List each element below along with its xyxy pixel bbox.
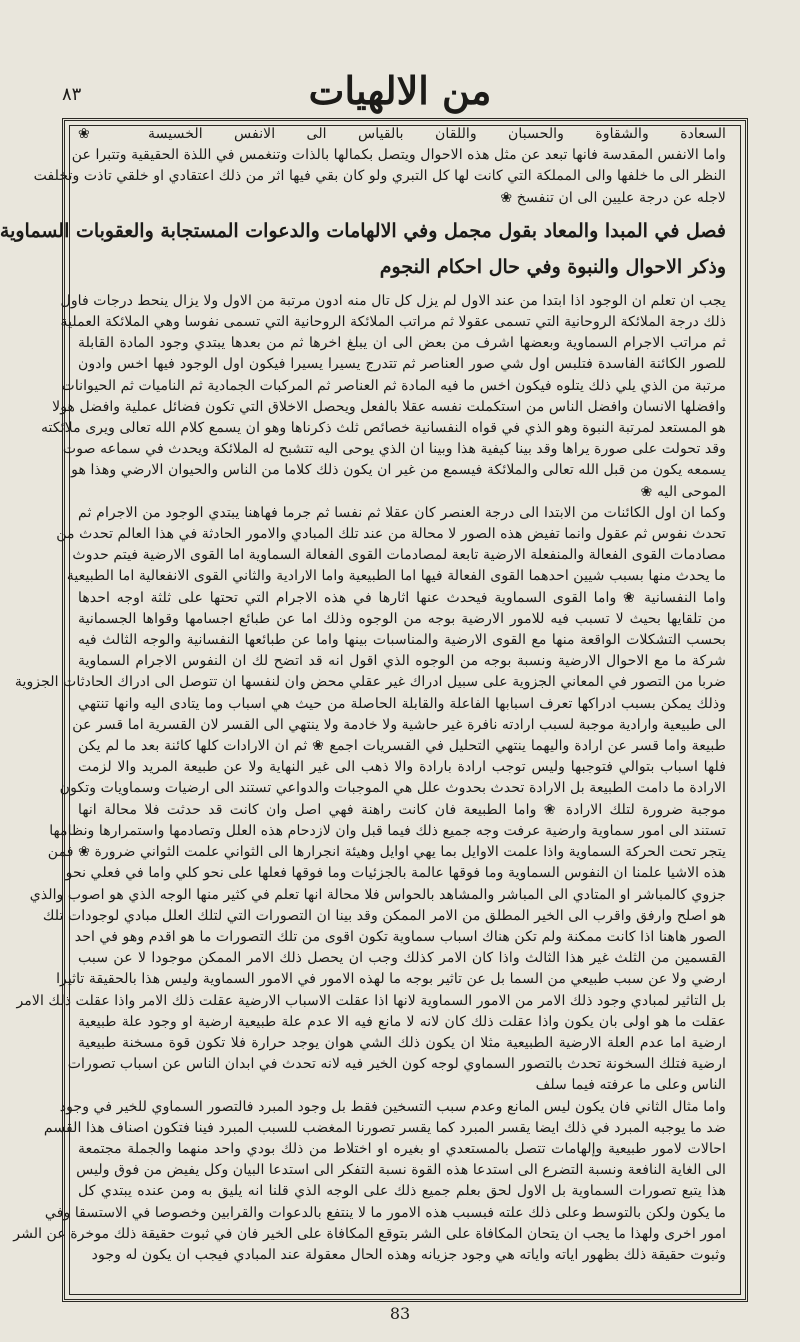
text-line: وافضلها الانسان وافضل الناس من استكملت نفسه عقلا بالفعل ويحصل الاخلاق التي تكون فضائل عملية وافضل هولا (52, 398, 726, 415)
text-line: الصور هاهنا اذا كانت ممكنة ولم تكن هناك اسباب سماوية تكون اقوى من تلك التصورات ما هو اقدم وهو في احد (74, 928, 726, 945)
text-line: ما يحدث منها بسبب شيين احدهما القوى الفعالة فيها اما الطبيعية واما الارادية والثاني القوى الانفعالية اما الطبيعية (66, 568, 726, 585)
page-number-bottom: 83 (389, 1304, 411, 1323)
text-line: واما مثال الثاني فان يكون ليس المانع وعدم سبب التسخين فقط بل وجود المبرد فالتصور السماوي للخير في وجود (59, 1098, 726, 1115)
text-line: السعادة والشقاوة والحسبان واللقان بالقياس الى الانفس الخسيسة ❀ (78, 126, 726, 142)
text-line: تستند الى امور سماوية وارضية عرفت وجه جميع ذلك فيما قبل وان لازدحام هذه العلل وتصادمها واستمرارها ونظامها (49, 822, 726, 839)
text-line: وثبوت حقيقة ذلك بظهور اياته واياته هي وجود جزيانه وهذه الحال معقولة عند المبادي فيجب ان يكون له وجود (91, 1246, 726, 1263)
text-line: احالات لامور طبيعية وإلهامات تتصل بالمستعدي او بغيره او اختلاط من ذلك بودي واحد منهما والجملة مجتمعة (78, 1140, 726, 1157)
text-line: وذلك يمكن بسبب ادراكها تعرف اسبابها الفاعلة والقابلة الحاصلة من حيث هي اسباب وما يتادى اليه وانها تنتهي (78, 695, 726, 712)
running-header-title: من الالهيات (308, 68, 492, 113)
paragraph-2 (14, 503, 726, 1097)
text-line: النظر الى ما خلفها والى المملكة التي كانت لها كل التبري ولو كان بقي فيها اثر من ذلك اعتقادي او خلقي تاذت وتخلفت (33, 168, 726, 185)
text-line: ثم مراتب الاجرام السماوية وبعضها اشرف من بعض الى ان يبلغ اخرها ثم من بعدها يبتدي وجود المادة القابلة (78, 335, 726, 352)
text-line: ارضية فتلك السخونة تحدث بالتصور السماوي لوجه كون الخير فيه لانه تحدث في ابدان الناس عن اسباب تصورات (67, 1056, 726, 1073)
text-line: فلها اسباب بتوالي فتوجبها وليس توجب ارادة بارادة والا ذهب الى غير النهاية ولا عن طبيعة المريد والا لزمت (78, 759, 726, 776)
text-line: القسمين من الثلث غير هذا الثالث واذا كان الامر كذلك وجب ان يحصل ذلك الامر الممكن موجودا لا عن سبب (78, 950, 726, 967)
text-line: من تلقايها بحيث لا تسبب فيه للامور الارضية بوجه من الوجوه وذلك اما عن طبائع اجسامها وقواها الجسمانية (78, 610, 726, 627)
text-line: موجبة ضرورة لتلك الارادة ❀ واما الطبيعة فان كانت راهنة فهي اصل وان كانت قد حدثت فلا محالة انها (78, 801, 726, 818)
text-line: مصادمات القوى الفعالة والمنفعلة الارضية تابعة لمصادمات القوى الفعالة السماوية اما القوى الارضية فيتم حدوث (72, 547, 726, 564)
text-line: جزوي كالمباشر او المتادي الى المباشر والمشاهد بالحواس فلا محالة انها تعلم في كثير منها الوجه الذي هو اصوب والذي (29, 886, 726, 903)
text-line: عقلت ما هو اولى بان يكون واذا عقلت ذلك كان لانه لا مانع فيه الا عدم علة طبيعية ارضية او وجود علة طبيعية (78, 1013, 726, 1030)
text-line: الموحى اليه ❀ (640, 483, 726, 500)
text-line: الى طبيعية وارادية موجبة لسبب ارادته نافرة غير حاشية ولا خادمة ولا ينتهي الى القسر لان القسرية اما قسر عن (72, 716, 726, 733)
text-line: للصور الكائنة الفاسدة فتلبس اول شي صور العناصر ثم تتدرج يسيرا يسيرا فيكون اول الوجود فيها اخس وادون (78, 356, 726, 373)
text-line: وقد تحولت على صورة يراها وقد بينا كيفية هذا وبينا ان الذي يوحى اليه تتشبح له الملائكة ويحدث في سماعه صوت (62, 441, 726, 458)
text-line: واما الانفس المقدسة فانها تبعد عن مثل هذه الاحوال ويتصل بكمالها بالذات وتنغمس في اللذة الحقيقية وتتبرا عن (71, 147, 726, 164)
text-line: ارضية اما عدم العلة الارضية الطبيعية مثلا ان يكون ذلك الشي هوان يوجد حرارة فلا تكون قوة مسخنة طبيعية (78, 1034, 726, 1051)
text-line: بل التاثير لمبادي وجود ذلك الامر من الامور السماوية لانها اذا عقلت الاسباب الارضية عقلت ذلك الامر واذا عقلت ذلك الامر (16, 992, 726, 1009)
text-line: يسمعه يكون من قبل الله تعالى والملائكة فيسمع من غير ان يكون ذلك كلاما من الناس والحيوان الارضي وهذا هو (71, 462, 726, 479)
text-line: وكما ان اول الكائنات من الابتدا الى درجة العنصر كان عقلا ثم نفسا ثم جرما فهاهنا يبتدي الوجود من الاجرام ثم (78, 504, 726, 521)
text-line: ما يكون ولكن بالتوسط وعلى ذلك علته فبسبب هذه الامور ما لا ينتفع بالدعوات والقرابين وخصوصا في الاستسقا وفي (44, 1204, 726, 1221)
text-line: هو المستعد لمرتبة النبوة وهو الذي في قواه النفسانية خصائص ثلث ذكرناها وهو ان يسمع كلام الله تعالى ويرى ملائكته (40, 420, 726, 437)
text-line: طبيعة واما قسر عن ارادة واليهما ينتهي التحليل في القسريات اجمع ❀ ثم ان الارادات كلها كائنة بعد ما لم يكن (78, 738, 726, 755)
text-line: الناس وعلى ما عرفته فيما سلف (535, 1077, 726, 1094)
text-line: مرتبة من الذي يلي ذلك يتلوه فيكون اخس ما فيه المادة ثم العناصر ثم المركبات الجمادية ثم الناميات ثم الحيوانات (61, 377, 726, 394)
text-line: يتجر تحت الحركة السماوية واذا علمت الاوايل بما يهي اوايل وهيئة انجرارها الى الثواني علمت الثواني ضرورة ❀ فمن (47, 844, 726, 861)
text-line: الارادة ما دامت الطبيعة بل الارادة تحدث بحدوث علل هي الموجبات والدواعي تستند الى ارضيات وسماويات وتكون (59, 780, 726, 797)
text-line: واما النفسانية ❀ واما القوى السماوية فيحدث عنها اثارها في هذه الاجرام التي تحتها على ثلثة اوجه احدها (78, 589, 726, 606)
paragraph-1 (40, 291, 726, 503)
text-line: الى الغاية النافعة ونسبة التضرع الى استدعا هذه القوة نسبة التفكر الى استدعا البيان وكل يفيض من فوق وليس (76, 1162, 726, 1179)
text-line: ضربا من التصور في المعاني الجزوية على سبيل ادراك غير عقلي محض وان لنفسها ان تتوصل الى ادراك الحادثات الجزوية (14, 674, 726, 691)
text-line: تحدث نفوس ثم عقول وانما تفيض هذه الصور لا محالة من عند تلك المبادي والامور الحادثة في هذا العالم تحدث من (56, 526, 726, 543)
text-line: امور اخرى ولهذا ما يجب ان يتحان المكافاة على الشر بتوقع المكافاة على الخير فان في ثبوت حقيقة ذلك موخرة عن الشر (13, 1225, 726, 1242)
text-line: هو اصلح وارفق واقرب الى الخير المطلق من الامر الممكن وقد بينا ان التصورات التي لتلك العلل مبادي لوجودات تلك (42, 907, 726, 924)
page-number-top: ٨٣ (62, 84, 82, 105)
text-line: ذلك درجة الملائكة الروحانية التي تسمى عقولا ثم مراتب الملائكة الروحانية التي تسمى نفوسا وهي الملائكة العملية (60, 314, 726, 331)
text-line: هذه الاشيا علمنا ان النفوس السماوية وما فوقها عالمة بالجزئيات وما فوقها فعلها على نحو كلي واما في فعلي نحو (65, 865, 726, 882)
text-line: يجب ان تعلم ان الوجود اذا ابتدا من عند الاول لم يزل كل تال منه ادون مرتبة من الاول ولا يزال ينحط درجات فاول (60, 292, 726, 309)
text-line: بحسب التشكلات الواقعة منها مع القوى الارضية والمناسبات بينها واما عن طبائعها النفسانية والوجه الثالث فيه (78, 632, 726, 649)
text-body (0, 124, 726, 1266)
text-line: هذا يتبع تصورات السماوية بل الاول لحق بعلم جميع ذلك على الوجه الذي قلنا انه يليق به ومن عنده يبتدي كل (78, 1183, 726, 1200)
section-subheading: وذكر الاحوال والنبوة وفي حال احكام النجوم (379, 255, 726, 278)
paragraph-3 (13, 1097, 726, 1267)
intro-block (33, 124, 726, 209)
text-line: لاجله عن درجة عليين الى ان تنفسخ ❀ (500, 189, 726, 206)
text-line: ارضي ولا عن سبب طبيعي من السما بل عن تاثير بوجه ما لهذه الامور في الامور السماوية وليس هذا بالحقيقة تاثيرا (56, 971, 726, 988)
section-heading: فصل في المبدا والمعاد بقول مجمل وفي الالهامات والدعوات المستجابة والعقوبات السماوية (0, 219, 726, 242)
text-line: ضد ما يوجبه المبرد في ذلك ايضا يقسر المبرد كما يقسر تصورنا المغضب للسبب المبرد فينا فتكون اصناف هذا القسم (43, 1119, 726, 1136)
text-line: شركة ما مع الاحوال الارضية ونسبة بوجه من الوجوه الذي اقول انه قد اتضح لك ان النفوس الاجرام السماوية (78, 653, 726, 670)
